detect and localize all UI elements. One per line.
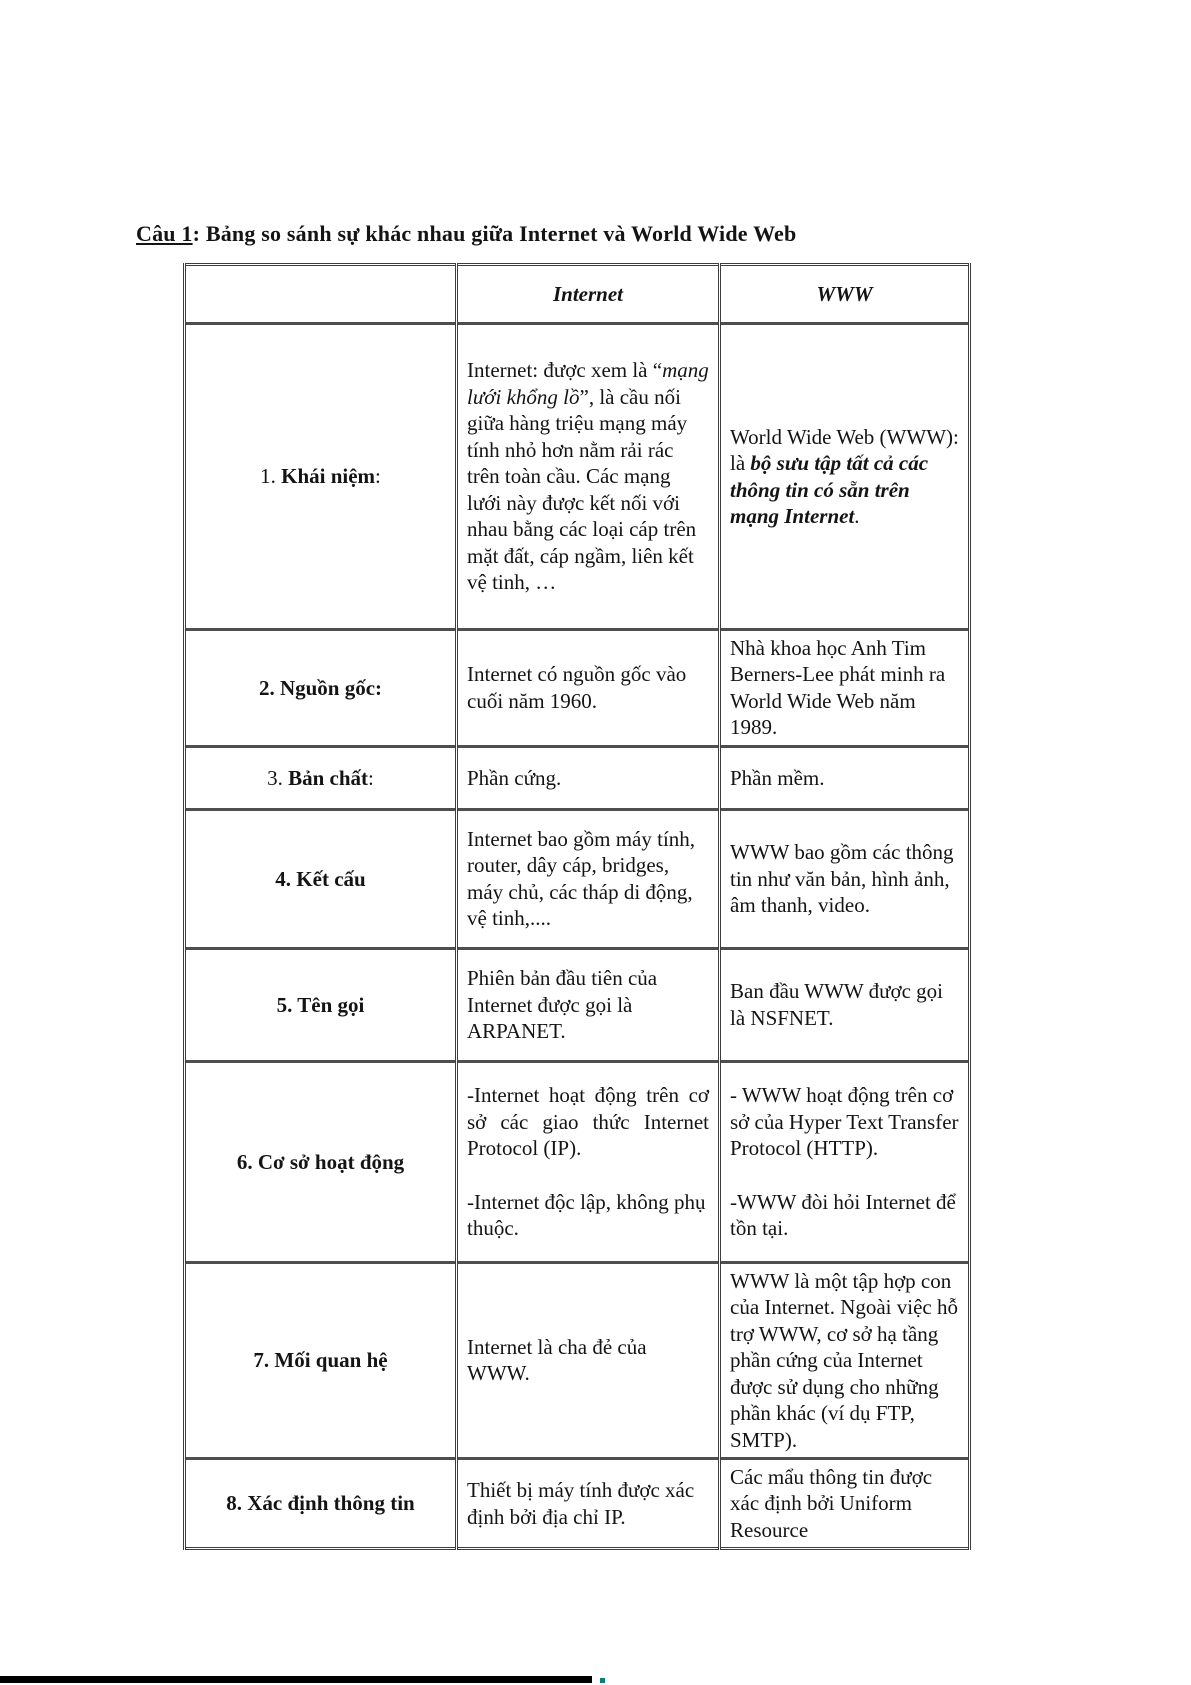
internet-cell-ten-goi: Phiên bản đầu tiên của Internet được gọi là ARPANET. <box>457 948 720 1061</box>
row-label-suffix: : <box>375 675 383 700</box>
table-row-ten-goi <box>185 948 970 1061</box>
row-label-nguon-goc <box>185 630 457 747</box>
internet-cell-khai-niem <box>457 324 720 630</box>
www-cell-nguon-goc: Nhà khoa học Anh Tim Berners-Lee phát minh ra World Wide Web năm 1989. <box>720 630 970 747</box>
row-label-ten-goi <box>185 948 457 1061</box>
row-label-text: 4. Kết cấu <box>275 866 366 891</box>
internet-cell-co-so-hoat-dong <box>457 1061 720 1262</box>
row-label-text: 6. Cơ sở hoạt động <box>236 1149 405 1174</box>
www-text: World Wide Web (WWW): là <box>730 424 959 476</box>
header-empty-cell <box>185 265 457 324</box>
header-internet: Internet <box>457 265 720 324</box>
table-header-row <box>185 265 970 324</box>
table-row-co-so-hoat-dong <box>185 1061 970 1262</box>
www-cell-moi-quan-he: WWW là một tập hợp con của Internet. Ngoài việc hỗ trợ WWW, cơ sở hạ tầng phần cứng của Internet được sử dụng cho những phần khác (ví dụ FTP, SMTP). <box>720 1262 970 1458</box>
table-row-ket-cau <box>185 809 970 948</box>
row-label-text: 8. Xác định thông tin <box>226 1491 415 1516</box>
row-number: 1. <box>260 464 282 489</box>
www-text: . <box>854 503 860 528</box>
question-number: Câu 1 <box>136 221 193 246</box>
www-paragraph-1: - WWW hoạt động trên cơ sở của Hyper Text Transfer Protocol (HTTP). <box>730 1083 959 1161</box>
header-www: WWW <box>720 265 970 324</box>
row-label-co-so-hoat-dong <box>185 1061 457 1262</box>
www-cell-ten-goi: Ban đầu WWW được gọi là NSFNET. <box>720 948 970 1061</box>
www-text-bold-italic: bộ sưu tập tất cả các thông tin có sẵn trên mạng Internet <box>730 451 929 528</box>
row-label-text: 2. Nguồn gốc <box>258 675 376 700</box>
internet-cell-ban-chat: Phần cứng. <box>457 746 720 809</box>
row-label-khai-niem <box>185 324 457 630</box>
www-cell-ban-chat: Phần mềm. <box>720 746 970 809</box>
internet-cell-xac-dinh-thong-tin: Thiết bị máy tính được xác định bởi địa chỉ IP. <box>457 1458 720 1548</box>
teal-marker-dot <box>600 1678 605 1683</box>
www-cell-khai-niem <box>720 324 970 630</box>
table-row-ban-chat <box>185 746 970 809</box>
row-number: 3. <box>267 765 289 790</box>
row-label-text: 7. Mối quan hệ <box>253 1348 388 1373</box>
comparison-table <box>183 263 971 1550</box>
partial-divider-bar <box>0 1676 592 1683</box>
internet-text-italic: mạng lưới khổng lồ <box>467 358 709 409</box>
row-label-ban-chat <box>185 746 457 809</box>
internet-text: ”, là cầu nối giữa hàng triệu mạng máy tính nhỏ hơn nằm rải rác trên toàn cầu. Các mạng lưới này được kết nối với nhau bằng các loại cáp trên mặt đất, cáp ngầm, liên kết vệ tinh, … <box>467 384 697 595</box>
row-label-ket-cau <box>185 809 457 948</box>
table-row-xac-dinh-thong-tin <box>185 1458 970 1548</box>
row-label-moi-quan-he <box>185 1262 457 1458</box>
table-row-nguon-goc <box>185 630 970 747</box>
internet-paragraph-1: -Internet hoạt động trên cơ sở các giao thức Internet Protocol (IP). <box>467 1083 709 1161</box>
row-label-suffix: : <box>368 765 374 790</box>
row-label-text: Bản chất <box>288 765 369 790</box>
internet-cell-moi-quan-he: Internet là cha đẻ của WWW. <box>457 1262 720 1458</box>
row-label-suffix: : <box>375 464 381 489</box>
page-title <box>136 221 796 247</box>
internet-cell-nguon-goc: Internet có nguồn gốc vào cuối năm 1960. <box>457 630 720 747</box>
row-label-text: 5. Tên gọi <box>276 992 365 1017</box>
title-text: : Bảng so sánh sự khác nhau giữa Internet và World Wide Web <box>192 221 797 246</box>
www-cell-xac-dinh-thong-tin: Các mẩu thông tin được xác định bởi Uniform Resource <box>720 1458 970 1548</box>
www-paragraph-2: -WWW đòi hỏi Internet để tồn tại. <box>730 1189 956 1240</box>
internet-paragraph-2: -Internet độc lập, không phụ thuộc. <box>467 1189 706 1240</box>
internet-cell-ket-cau: Internet bao gồm máy tính, router, dây cáp, bridges, máy chủ, các tháp di động, vệ tinh,.... <box>457 809 720 948</box>
row-label-text: Khái niệm <box>281 464 376 489</box>
row-label-xac-dinh-thong-tin <box>185 1458 457 1548</box>
www-cell-ket-cau: WWW bao gồm các thông tin như văn bản, hình ảnh, âm thanh, video. <box>720 809 970 948</box>
internet-text: Internet: được xem là “ <box>467 358 663 383</box>
table-row-khai-niem <box>185 324 970 630</box>
www-cell-co-so-hoat-dong <box>720 1061 970 1262</box>
table-row-moi-quan-he <box>185 1262 970 1458</box>
